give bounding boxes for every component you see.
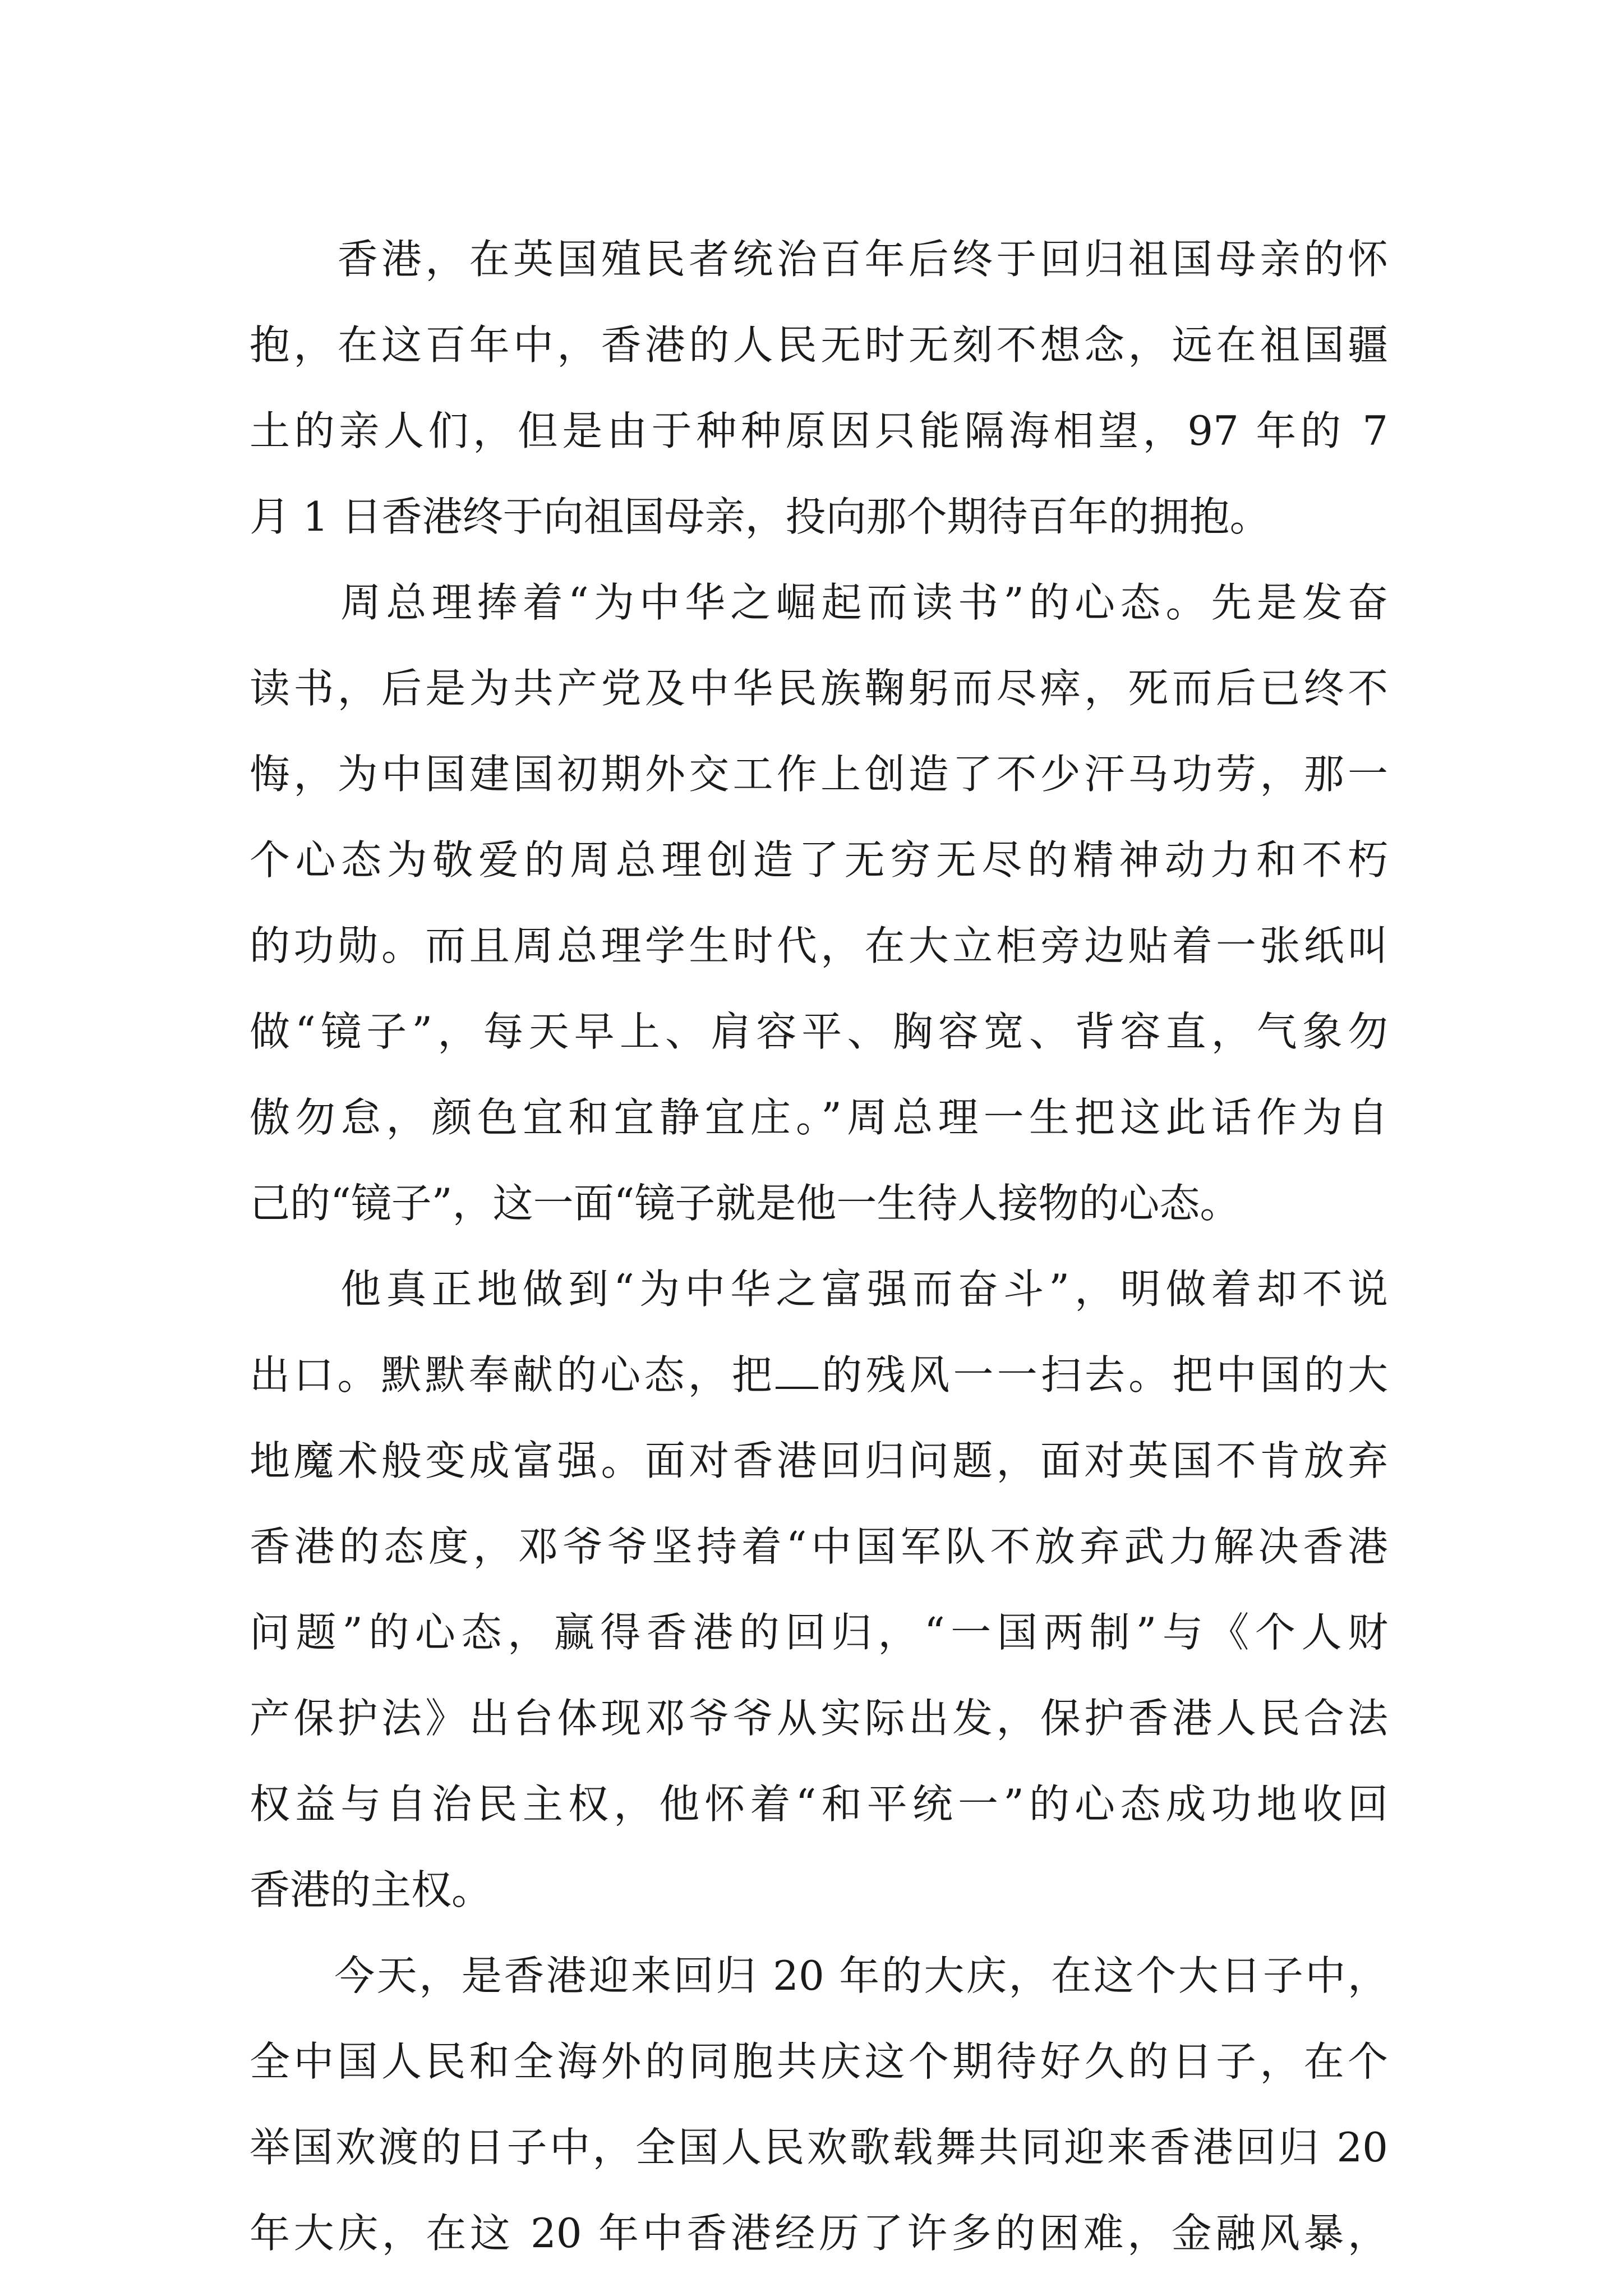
- text-line: 香港的态度，邓爷爷坚持着“中国军队不放弃武力解决香港: [250, 1523, 1388, 1570]
- fill-in-blank: [776, 1353, 818, 1389]
- paragraph-hong-kong-return: [250, 217, 1388, 560]
- paragraph-premier-zhou: [250, 560, 1388, 1246]
- document-body: [250, 217, 1388, 2276]
- text-line: 问题”的心态，赢得香港的回归，“一国两制”与《个人财: [250, 1609, 1388, 1656]
- text-line: 土的亲人们，但是由于种种原因只能隔海相望，97 年的 7: [250, 407, 1388, 454]
- text-line: 的功勋。而且周总理学生时代，在大立柜旁边贴着一张纸叫: [250, 922, 1388, 969]
- text-line: 月 1 日香港终于向祖国母亲，投向那个期待百年的拥抱。: [250, 493, 1270, 540]
- text-line: 读书，后是为共产党及中华民族鞠躬而尽瘁，死而后已终不: [250, 665, 1388, 712]
- text-line: 权益与自治民主权，他怀着“和平统一”的心态成功地收回: [250, 1780, 1388, 1828]
- text-line: 悔，为中国建国初期外交工作上创造了不少汗马功劳，那一: [250, 751, 1388, 798]
- text-line: 做“镜子”，每天早上、肩容平、胸容宽、背容直，气象勿: [250, 1008, 1388, 1055]
- text-line: 香港，在英国殖民者统治百年后终于回归祖国母亲的怀: [250, 236, 1388, 283]
- text-line: 举国欢渡的日子中，全国人民欢歌载舞共同迎来香港回归 20: [250, 2124, 1388, 2171]
- text-line: 地魔术般变成富强。面对香港回归问题，面对英国不肯放弃: [250, 1437, 1388, 1484]
- text-line: 今天，是香港迎来回归 20 年的大庆，在这个大日子中，: [250, 1952, 1388, 1999]
- text-line: 他真正地做到“为中华之富强而奋斗”，明做着却不说: [250, 1266, 1388, 1313]
- text-line: 周总理捧着“为中华之崛起而读书”的心态。先是发奋: [250, 579, 1388, 626]
- text-line: 傲勿怠，颜色宜和宜静宜庄。”周总理一生把这此话作为自: [250, 1094, 1388, 1141]
- text-line: 个心态为敬爱的周总理创造了无穷无尽的精神动力和不朽: [250, 836, 1388, 884]
- paragraph-grandpa-deng: [250, 1246, 1388, 1933]
- text-line: 年大庆，在这 20 年中香港经历了许多的困难，金融风暴，: [250, 2210, 1388, 2257]
- text-line: 产保护法》出台体现邓爷爷从实际出发，保护香港人民合法: [250, 1695, 1388, 1742]
- text-segment: 的残风一一扫去。把中国的大: [818, 1351, 1388, 1398]
- text-line: 全中国人民和全海外的同胞共庆这个期待好久的日子，在个: [250, 2038, 1388, 2085]
- text-line: 香港的主权。: [250, 1866, 492, 1913]
- text-line: 抱，在这百年中，香港的人民无时无刻不想念，远在祖国疆: [250, 321, 1388, 369]
- text-line: 己的“镜子”，这一面“镜子就是他一生待人接物的心态。: [250, 1180, 1241, 1227]
- paragraph-20th-anniversary: [250, 1933, 1388, 2276]
- text-line-with-blank: [250, 1332, 1388, 1418]
- text-segment: 出口。默默奉献的心态，把: [250, 1351, 776, 1398]
